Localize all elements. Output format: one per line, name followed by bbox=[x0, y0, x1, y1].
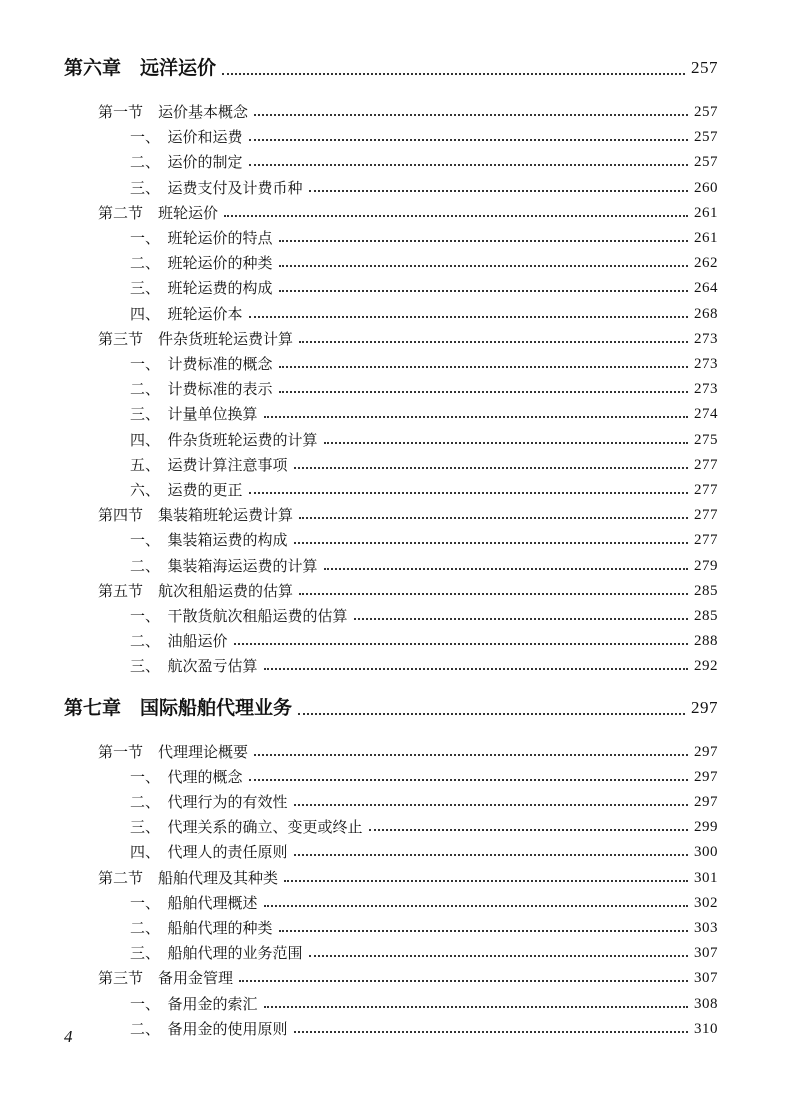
toc-item-label: 二、 班轮运价的种类 bbox=[130, 254, 273, 273]
toc-page-number: 277 bbox=[694, 532, 718, 549]
toc-item-row bbox=[0, 352, 790, 376]
toc-page-number: 274 bbox=[694, 406, 718, 423]
toc-section-label: 第四节 集装箱班轮运费计算 bbox=[98, 506, 294, 525]
toc-page-number: 268 bbox=[694, 305, 718, 322]
toc-item-row bbox=[0, 402, 790, 426]
toc-page-number: 277 bbox=[694, 507, 718, 524]
toc-item-row bbox=[0, 176, 790, 200]
toc-item-label: 五、 运费计算注意事项 bbox=[130, 455, 288, 474]
toc-chapter-row bbox=[0, 56, 790, 80]
toc-page-number: 279 bbox=[694, 557, 718, 574]
toc-leader-dots bbox=[284, 880, 688, 882]
toc-leader-dots bbox=[254, 754, 688, 756]
toc-leader-dots bbox=[294, 804, 688, 806]
toc-page-number: 310 bbox=[694, 1020, 718, 1037]
toc-leader-dots bbox=[279, 240, 688, 242]
toc-leader-dots bbox=[299, 341, 688, 343]
toc-item-row bbox=[0, 377, 790, 401]
toc-page-number: 297 bbox=[691, 697, 718, 717]
toc-leader-dots bbox=[294, 854, 688, 856]
toc-page-number: 261 bbox=[694, 230, 718, 246]
toc-section-row bbox=[0, 503, 790, 527]
toc-section-row bbox=[0, 866, 790, 890]
toc-leader-dots bbox=[279, 930, 688, 932]
toc-item-label: 二、 油船运价 bbox=[130, 632, 228, 651]
toc-item-label: 三、 航次盈亏估算 bbox=[130, 657, 258, 676]
toc-item-row bbox=[0, 629, 790, 653]
toc-item-row bbox=[0, 276, 790, 300]
toc-leader-dots bbox=[222, 73, 685, 75]
toc-leader-dots bbox=[234, 643, 688, 645]
toc-item-row bbox=[0, 992, 790, 1016]
toc-item-label: 一、 运价和运费 bbox=[130, 128, 243, 147]
toc-leader-dots bbox=[309, 190, 688, 192]
toc-item-label: 六、 运费的更正 bbox=[130, 481, 243, 499]
toc-page-number: 299 bbox=[694, 819, 718, 836]
toc-leader-dots bbox=[249, 139, 688, 141]
toc-item-label: 一、 代理的概念 bbox=[130, 767, 243, 786]
toc-item-label: 四、 班轮运价本 bbox=[130, 304, 243, 323]
toc-item-label: 二、 集装箱海运运费的计算 bbox=[130, 556, 318, 575]
toc-section-row bbox=[0, 579, 790, 603]
toc-page-number: 297 bbox=[694, 794, 718, 810]
toc-section-label: 第三节 件杂货班轮运费计算 bbox=[98, 329, 294, 348]
toc-leader-dots bbox=[294, 542, 688, 544]
toc-page-number: 277 bbox=[694, 482, 718, 498]
toc-item-label: 三、 代理关系的确立、变更或终止 bbox=[130, 818, 363, 837]
toc-leader-dots bbox=[279, 265, 688, 267]
toc-item-row bbox=[0, 1017, 790, 1041]
toc-page-number: 307 bbox=[694, 945, 718, 962]
toc-item-row bbox=[0, 453, 790, 477]
toc-leader-dots bbox=[239, 980, 688, 982]
toc-page-number: 292 bbox=[694, 658, 718, 675]
toc-leader-dots bbox=[298, 713, 685, 715]
toc-item-label: 三、 运费支付及计费币种 bbox=[130, 178, 303, 197]
toc-page-number: 288 bbox=[694, 633, 718, 650]
toc-item-label: 二、 运价的制定 bbox=[130, 153, 243, 172]
toc-item-row bbox=[0, 478, 790, 502]
toc-item-label: 一、 船舶代理概述 bbox=[130, 893, 258, 912]
toc-item-row bbox=[0, 941, 790, 965]
toc-page-number: 261 bbox=[694, 204, 718, 221]
toc-item-label: 三、 船舶代理的业务范围 bbox=[130, 944, 303, 963]
toc-leader-dots bbox=[264, 668, 688, 670]
toc-item-label: 二、 计费标准的表示 bbox=[130, 380, 273, 399]
toc-section-row bbox=[0, 740, 790, 764]
toc-page-number: 260 bbox=[694, 179, 718, 196]
toc-leader-dots bbox=[279, 290, 688, 292]
toc-section-label: 第二节 班轮运价 bbox=[98, 203, 219, 222]
toc-leader-dots bbox=[249, 316, 688, 318]
toc-page-number: 273 bbox=[694, 356, 718, 372]
toc-page-number: 301 bbox=[694, 869, 718, 886]
toc-item-row bbox=[0, 790, 790, 814]
toc-section-label: 第三节 备用金管理 bbox=[98, 969, 234, 988]
toc-item-label: 四、 代理人的责任原则 bbox=[130, 843, 288, 862]
toc-leader-dots bbox=[249, 492, 688, 494]
toc-page-number: 277 bbox=[694, 456, 718, 473]
toc-item-label: 三、 班轮运费的构成 bbox=[130, 279, 273, 298]
toc-page-number: 297 bbox=[694, 768, 718, 785]
toc-section-row bbox=[0, 966, 790, 990]
toc-leader-dots bbox=[249, 779, 688, 781]
toc-chapter-label: 第六章 远洋运价 bbox=[64, 57, 217, 79]
toc-page-number: 302 bbox=[694, 894, 718, 911]
toc-item-row bbox=[0, 428, 790, 452]
toc-section-row bbox=[0, 327, 790, 351]
toc-item-row bbox=[0, 251, 790, 275]
page-number: 4 bbox=[64, 1027, 73, 1046]
toc-page-number: 297 bbox=[694, 743, 718, 760]
toc-leader-dots bbox=[279, 366, 688, 368]
toc-leader-dots bbox=[309, 955, 688, 957]
toc-leader-dots bbox=[354, 618, 688, 620]
toc-item-row bbox=[0, 765, 790, 789]
toc-leader-dots bbox=[294, 1031, 688, 1033]
toc-leader-dots bbox=[324, 568, 688, 570]
toc-leader-dots bbox=[249, 164, 688, 166]
toc-item-row bbox=[0, 226, 790, 250]
toc-item-label: 三、 计量单位换算 bbox=[130, 405, 258, 424]
toc-item-label: 二、 船舶代理的种类 bbox=[130, 919, 273, 937]
toc-item-label: 二、 备用金的使用原则 bbox=[130, 1019, 288, 1038]
toc-page-number: 300 bbox=[694, 844, 718, 861]
toc-item-row bbox=[0, 815, 790, 839]
toc-leader-dots bbox=[264, 905, 688, 907]
toc-item-row bbox=[0, 125, 790, 149]
toc-item-label: 二、 代理行为的有效性 bbox=[130, 793, 288, 811]
toc-page-number: 307 bbox=[694, 970, 718, 987]
toc-leader-dots bbox=[264, 1006, 688, 1008]
toc-leader-dots bbox=[294, 467, 688, 469]
toc-item-row bbox=[0, 604, 790, 628]
toc-page-number: 308 bbox=[694, 995, 718, 1012]
toc-section-row bbox=[0, 100, 790, 124]
toc-page-number: 303 bbox=[694, 920, 718, 936]
toc-leader-dots bbox=[369, 829, 688, 831]
toc-section-label: 第五节 航次租船运费的估算 bbox=[98, 581, 294, 600]
toc-page-number: 275 bbox=[694, 431, 718, 448]
toc-section-label: 第二节 船舶代理及其种类 bbox=[98, 868, 279, 887]
toc-leader-dots bbox=[264, 416, 688, 418]
toc-leader-dots bbox=[279, 391, 688, 393]
toc-chapter-label: 第七章 国际船舶代理业务 bbox=[64, 696, 293, 719]
toc-item-row bbox=[0, 654, 790, 678]
toc-leader-dots bbox=[224, 215, 688, 217]
toc-page-number: 257 bbox=[694, 104, 718, 120]
toc-item-row bbox=[0, 891, 790, 915]
toc-leader-dots bbox=[299, 593, 688, 595]
toc-item-row bbox=[0, 840, 790, 864]
toc-page-number: 273 bbox=[694, 330, 718, 347]
toc-page-number: 257 bbox=[694, 129, 718, 146]
toc-section-row bbox=[0, 201, 790, 225]
toc-item-label: 一、 备用金的索汇 bbox=[130, 994, 258, 1013]
toc-leader-dots bbox=[254, 114, 688, 116]
toc-item-label: 一、 集装箱运费的构成 bbox=[130, 531, 288, 550]
toc-chapter-row bbox=[0, 696, 790, 720]
toc-page-number: 285 bbox=[694, 608, 718, 624]
toc-page-number: 264 bbox=[694, 280, 718, 297]
toc-item-row bbox=[0, 916, 790, 940]
toc-item-label: 一、 班轮运价的特点 bbox=[130, 229, 273, 247]
toc-item-row bbox=[0, 302, 790, 326]
toc-leader-dots bbox=[324, 442, 688, 444]
toc-page-number: 257 bbox=[691, 58, 718, 77]
toc-item-label: 一、 干散货航次租船运费的估算 bbox=[130, 607, 348, 625]
toc-section-label: 第一节 代理理论概要 bbox=[98, 742, 249, 761]
toc-page-number: 262 bbox=[694, 255, 718, 272]
toc-section-label: 第一节 运价基本概念 bbox=[98, 103, 249, 121]
toc-item-row bbox=[0, 150, 790, 174]
toc-page-number: 285 bbox=[694, 582, 718, 599]
toc-page-number: 273 bbox=[694, 381, 718, 398]
toc-item-row bbox=[0, 554, 790, 578]
toc-leader-dots bbox=[299, 517, 688, 519]
toc-item-label: 一、 计费标准的概念 bbox=[130, 355, 273, 373]
toc-item-label: 四、 件杂货班轮运费的计算 bbox=[130, 430, 318, 449]
toc-page-number: 257 bbox=[694, 154, 718, 171]
toc-item-row bbox=[0, 528, 790, 552]
